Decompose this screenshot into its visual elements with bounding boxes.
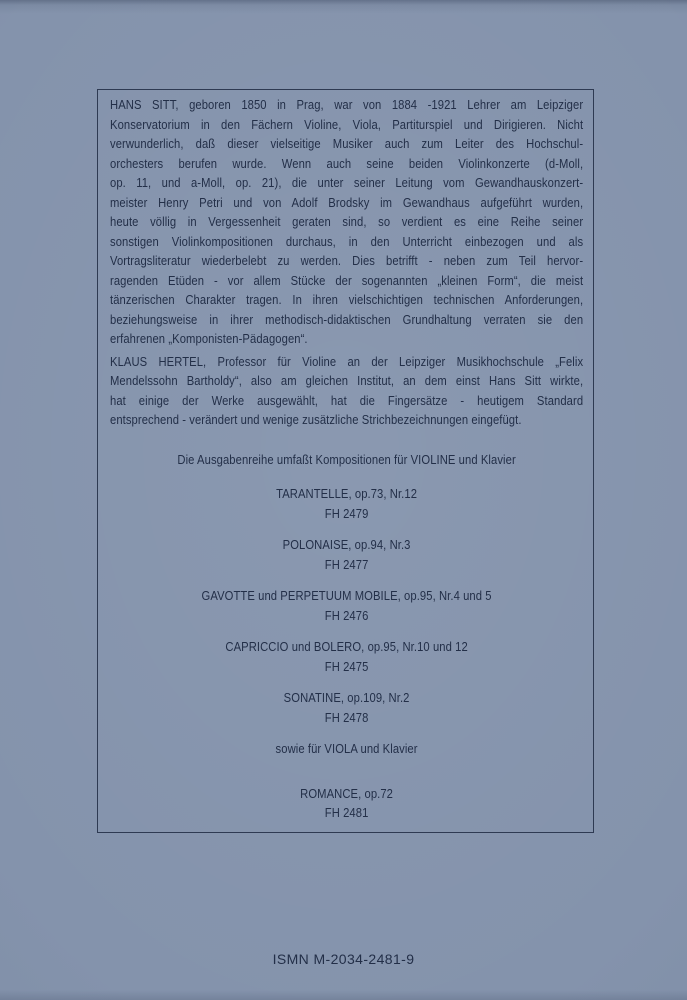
text-line: heute völlig in Vergessenheit geraten sind, so verdient es eine Reihe seiner [110, 214, 584, 229]
work-title: POLONAISE, op.94, Nr.3 [282, 537, 411, 552]
info-box-content [110, 95, 583, 823]
viola-intro-line: sowie für VIOLA und Klavier [275, 741, 418, 756]
series-intro-line: Die Ausgabenreihe umfaßt Kompositionen für VIOLINE und Klavier [177, 451, 516, 467]
work-item [110, 484, 583, 523]
ismn-number: ISMN M-2034-2481-9 [272, 951, 415, 967]
text-line: beziehungsweise in ihrer methodisch-didaktischen Grundhaltung verraten sie den [110, 311, 584, 327]
text-line: erfahrenen „Komponisten-Pädagogen“. [110, 331, 308, 346]
paragraph-klaus-hertel [110, 352, 583, 430]
info-box [97, 89, 594, 833]
work-item [110, 784, 583, 823]
work-catalog-number: FH 2479 [324, 505, 369, 521]
paragraph-hans-sitt [110, 95, 583, 349]
text-line: ragenden Etüden - vor allem Stücke der sogenannten „kleinen Form“, die meist [110, 272, 584, 288]
text-line: HANS SITT, geboren 1850 in Prag, war von 1884 -1921 Lehrer am Leipziger [110, 97, 584, 112]
work-item [110, 586, 583, 625]
text-line: orchesters berufen wurde. Wenn auch seine beiden Violinkonzerte (d-Moll, [110, 155, 584, 171]
work-title: ROMANCE, op.72 [300, 785, 394, 801]
works-list-violin [110, 484, 583, 727]
work-title: SONATINE, op.109, Nr.2 [283, 690, 410, 705]
work-title: CAPRICCIO und BOLERO, op.95, Nr.10 und 12 [225, 639, 468, 654]
text-line: meister Henry Petri und von Adolf Brodsky im Gewandhaus aufgeführt wurden, [110, 194, 584, 210]
work-title: TARANTELLE, op.73, Nr.12 [276, 486, 418, 501]
work-item [110, 637, 583, 676]
work-catalog-number: FH 2478 [324, 709, 369, 725]
text-line: verwunderlich, daß dieser vielseitige Musiker auch zum Leiter des Hochschul- [110, 136, 584, 151]
text-line: op. 11, und a-Moll, op. 21), die unter seiner Leitung vom Gewandhauskonzert- [110, 175, 584, 190]
text-line: Konservatorium in den Fächern Violine, Viola, Partiturspiel und Dirigieren. Nicht [110, 116, 584, 132]
text-line: hat einige der Werke ausgewählt, hat die Fingersätze - heutigem Standard [110, 392, 584, 408]
works-list-viola [110, 784, 583, 823]
text-line: sonstigen Violinkompositionen durchaus, in den Unterricht einbezogen und als [110, 233, 584, 249]
text-line: KLAUS HERTEL, Professor für Violine an der Leipziger Musikhochschule „Felix [110, 353, 584, 369]
text-line: entsprechend - verändert und wenige zusätzliche Strichbezeichnungen eingefügt. [110, 412, 522, 427]
work-item [110, 535, 583, 574]
work-catalog-number: FH 2477 [324, 556, 369, 572]
text-line: Mendelssohn Bartholdy“, also am gleichen Institut, an dem einst Hans Sitt wirkte, [110, 373, 584, 388]
work-catalog-number: FH 2476 [324, 607, 369, 623]
work-title: GAVOTTE und PERPETUUM MOBILE, op.95, Nr.4 und 5 [201, 588, 492, 603]
text-line: Vortragsliteratur wiederbelebt zu werden. Dies betrifft - neben zum Teil hervor- [110, 253, 584, 268]
work-item [110, 688, 583, 727]
text-line: tänzerischen Charakter tragen. In ihren vielschichtigen technischen Anforderungen, [110, 292, 584, 307]
work-catalog-number: FH 2475 [324, 658, 369, 674]
work-catalog-number: FH 2481 [324, 805, 369, 820]
